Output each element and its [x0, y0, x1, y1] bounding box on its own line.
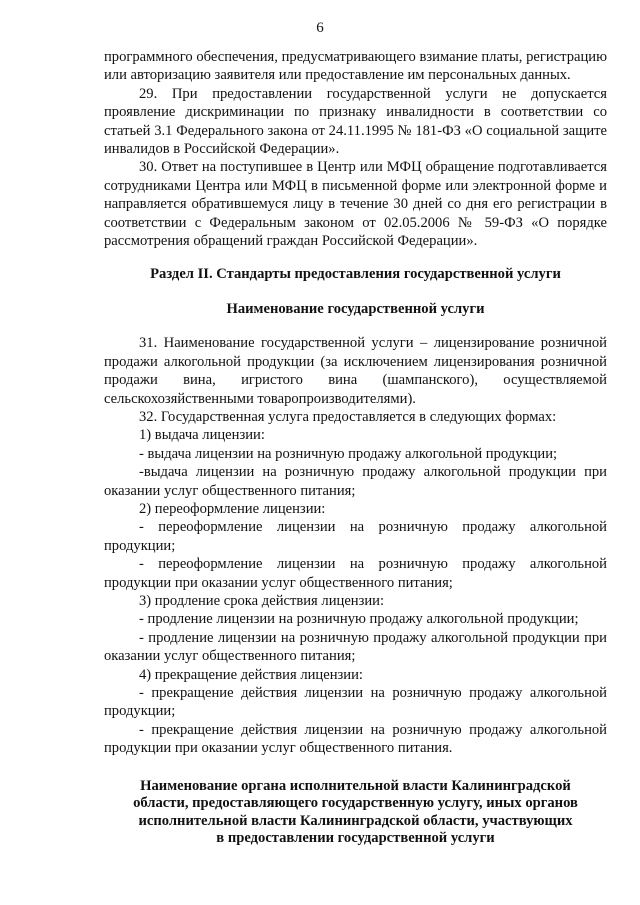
paragraph: 29. При предоставлении государственной услуги не допускается проявление дискриминации по признаку инвалидности в соответствии со статьей 3.1 Федерального закона от 24.11.1995 № 181-ФЗ «О социальной защите инвалидов в Российской Федерации». [104, 85, 607, 158]
heading-line: Наименование органа исполнительной власти Калининградской [140, 777, 571, 794]
heading-line: в предоставлении государственной услуги [216, 830, 495, 847]
paragraph: - выдача лицензии на розничную продажу алкогольной продукции; [139, 445, 558, 462]
paragraph: - продление лицензии на розничную продажу алкогольной продукции; [139, 611, 579, 628]
paragraph: 4) прекращение действия лицензии: [139, 666, 363, 683]
paragraph: 3) продление срока действия лицензии: [139, 592, 385, 609]
organ-heading [104, 778, 607, 848]
paragraph: программного обеспечения, предусматривающего взимание платы, регистрацию или авторизацию заявителя или предоставление им персональных данных. [104, 49, 607, 84]
heading-line: области, предоставляющего государственную услугу, иных органов [133, 795, 578, 812]
paragraph: - переоформление лицензии на розничную продажу алкогольной продукции при оказании услуг общественного питания; [104, 556, 607, 591]
paragraph: - прекращение действия лицензии на розничную продажу алкогольной продукции при оказании услуг общественного питания. [104, 721, 607, 757]
paragraph: -выдача лицензии на розничную продажу алкогольной продукции при оказании услуг общественного питания; [104, 464, 607, 499]
paragraph: - прекращение действия лицензии на розничную продажу алкогольной продукции; [104, 685, 607, 720]
page-number: 6 [316, 20, 324, 36]
paragraph: 31. Наименование государственной услуги – лицензирование розничной продажи алкогольной продукции (за исключением лицензирования розничной продажи вина, игристого вина (шампанского), осуществляемой сельскохозяйственными товаропроизводителями). [104, 335, 607, 407]
main-paragraphs [104, 334, 607, 757]
paragraph: 2) переоформление лицензии: [139, 500, 326, 517]
paragraph: - продление лицензии на розничную продажу алкогольной продукции при оказании услуг общественного питания; [104, 629, 607, 665]
subsection-title: Наименование государственной услуги [226, 300, 485, 317]
paragraph: 1) выдача лицензии: [139, 427, 265, 444]
paragraph: - переоформление лицензии на розничную продажу алкогольной продукции; [104, 519, 607, 554]
section-title: Раздел II. Стандарты предоставления государственной услуги [150, 266, 561, 283]
heading-line: исполнительной власти Калининградской области, участвующих [138, 812, 573, 829]
paragraph: 32. Государственная услуга предоставляется в следующих формах: [139, 408, 557, 425]
paragraph: 30. Ответ на поступившее в Центр или МФЦ обращение подготавливается сотрудниками Центра или МФЦ в письменной форме или электронной форме и направляется обратившемуся лицу в течение 30 дней со дня его регистрации в соответствии с Федеральным законом от 02.05.2006 № 59-ФЗ «О порядке рассмотрения обращений граждан Российской Федерации». [104, 159, 607, 250]
document-body [104, 48, 607, 848]
top-paragraphs [104, 48, 607, 250]
